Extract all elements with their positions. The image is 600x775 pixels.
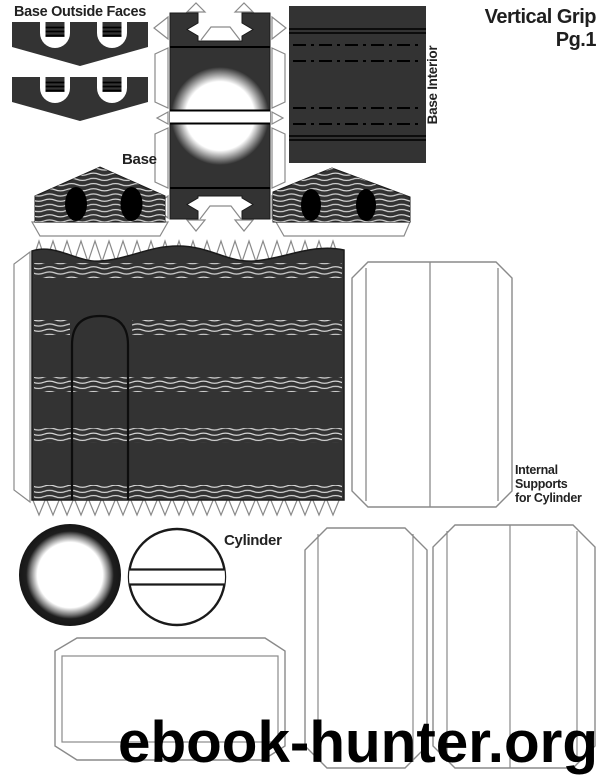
base-outside-face-piece-1	[12, 22, 148, 66]
internal-supports-group	[352, 262, 582, 507]
base-interior-label: Base Interior	[425, 45, 440, 125]
slot-striped-tab-2	[103, 22, 122, 37]
base-outside-faces-group	[12, 4, 148, 121]
page-title-line2: Pg.1	[555, 29, 596, 51]
finger-groove-fill	[72, 316, 128, 500]
base-wedge-left	[30, 162, 170, 227]
internal-supports-label	[515, 463, 582, 505]
cylinder-cap-banded	[127, 529, 227, 625]
base-outside-faces-label: Base Outside Faces	[14, 4, 147, 20]
base-outside-face-piece-2	[12, 77, 148, 121]
grip-body-left-tab	[14, 252, 30, 502]
grip-body-group	[14, 241, 344, 515]
base-slot-hole	[121, 187, 143, 221]
base-wedge-left-tab	[32, 222, 168, 236]
base-interior-group	[289, 6, 440, 163]
watermark-text: ebook-hunter.org	[118, 710, 598, 775]
rail-clamp-piece-group	[154, 3, 286, 231]
internal-supports-label-line2: Supports	[515, 477, 568, 491]
base-slot-hole	[65, 187, 87, 221]
cylinder-label: Cylinder	[224, 532, 282, 549]
base-label: Base	[122, 151, 157, 168]
base-wedge-right	[270, 163, 415, 227]
internal-supports-label-line1: Internal	[515, 463, 558, 477]
internal-supports-label-line3: for Cylinder	[515, 491, 582, 505]
base-slot-hole	[301, 189, 321, 221]
base-wedge-right-tab	[276, 222, 410, 236]
cylinder-group	[19, 524, 282, 626]
page-title	[485, 6, 597, 51]
base-slot-hole	[356, 189, 376, 221]
cylinder-cap-ring	[19, 524, 121, 626]
slot-striped-tab-1	[46, 22, 65, 37]
clamp-center-band	[170, 111, 270, 123]
internal-supports-shape	[352, 262, 512, 507]
page-title-line1: Vertical Grip	[484, 6, 596, 28]
base-outside-face-shape	[12, 22, 148, 66]
